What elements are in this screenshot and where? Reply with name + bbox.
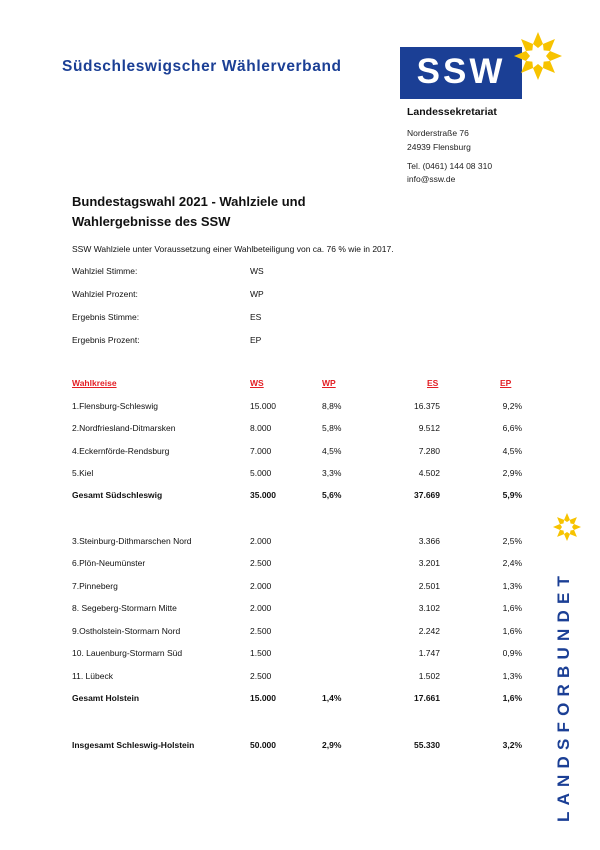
table-row <box>0 603 600 617</box>
cell-district: 7.Pinneberg <box>72 581 118 591</box>
cell-ep: 1,6% <box>502 693 522 703</box>
table-row <box>0 468 600 482</box>
table-row <box>0 423 600 437</box>
column-header-ep: EP <box>500 378 512 388</box>
legend-abbr: WS <box>250 266 264 276</box>
ssw-logo <box>400 47 522 99</box>
legend-label: Ergebnis Prozent: <box>72 335 140 345</box>
cell-es: 1.747 <box>418 648 440 658</box>
cell-es: 3.201 <box>418 558 440 568</box>
cell-ws: 7.000 <box>250 446 272 456</box>
table-grand-total-row <box>0 740 600 754</box>
cell-es: 7.280 <box>418 446 440 456</box>
cell-ws: 15.000 <box>250 401 276 411</box>
cell-es: 3.102 <box>418 603 440 613</box>
cell-ws: 8.000 <box>250 423 272 433</box>
cell-ep: 1,3% <box>502 581 522 591</box>
cell-ep: 9,2% <box>502 401 522 411</box>
cell-ep: 4,5% <box>502 446 522 456</box>
cell-ws: 2.500 <box>250 671 272 681</box>
cell-district: Gesamt Südschleswig <box>72 490 163 500</box>
phone-number: Tel. (0461) 144 08 310 <box>407 161 493 171</box>
cell-district: 9.Ostholstein-Stormarn Nord <box>72 626 181 636</box>
cell-es: 3.366 <box>418 536 440 546</box>
legend-label: Ergebnis Stimme: <box>72 312 140 322</box>
cell-ep: 1,3% <box>502 671 522 681</box>
table-row <box>0 536 600 550</box>
sun-logo-icon <box>512 30 564 82</box>
cell-ws: 50.000 <box>250 740 276 750</box>
cell-es: 55.330 <box>414 740 440 750</box>
cell-district: 3.Steinburg-Dithmarschen Nord <box>72 536 192 546</box>
cell-ws: 2.500 <box>250 626 272 636</box>
email-address: info@ssw.de <box>407 174 456 184</box>
cell-ep: 6,6% <box>502 423 522 433</box>
cell-district: 11. Lübeck <box>72 671 113 681</box>
cell-ws: 5.000 <box>250 468 272 478</box>
cell-district: 6.Plön-Neumünster <box>72 558 146 568</box>
document-title-line2: Wahlergebnisse des SSW <box>72 214 231 229</box>
table-total-row <box>0 693 600 707</box>
cell-wp: 2,9% <box>322 740 342 750</box>
cell-ep: 3,2% <box>502 740 522 750</box>
cell-district: 1.Flensburg-Schleswig <box>72 401 158 411</box>
cell-wp: 1,4% <box>322 693 342 703</box>
column-header-ws: WS <box>250 378 264 388</box>
cell-es: 1.502 <box>418 671 440 681</box>
table-row <box>0 558 600 572</box>
cell-wp: 5,6% <box>322 490 342 500</box>
table-row <box>0 581 600 595</box>
cell-es: 2.501 <box>418 581 440 591</box>
cell-ws: 2.000 <box>250 536 272 546</box>
cell-ep: 1,6% <box>502 603 522 613</box>
cell-es: 9.512 <box>418 423 440 433</box>
sun-small-icon <box>552 512 582 542</box>
column-header-wahlkreise: Wahlkreise <box>72 378 117 388</box>
cell-es: 17.661 <box>414 693 440 703</box>
cell-ep: 2,9% <box>502 468 522 478</box>
cell-ep: 0,9% <box>502 648 522 658</box>
legend-label: Wahlziel Stimme: <box>72 266 138 276</box>
address-street: Norderstraße 76 <box>407 128 469 138</box>
column-header-wp: WP <box>322 378 336 388</box>
logo-text: SSW <box>416 52 506 91</box>
cell-ep: 2,5% <box>502 536 522 546</box>
cell-district: 10. Lauenburg-Stormarn Süd <box>72 648 183 658</box>
column-header-es: ES <box>427 378 439 388</box>
document-title-line1: Bundestagswahl 2021 - Wahlziele und <box>72 194 306 209</box>
cell-wp: 8,8% <box>322 401 342 411</box>
office-name: Landessekretariat <box>407 106 497 118</box>
table-row <box>0 626 600 640</box>
landsforbundet-vertical-text: LANDSFORBUNDET <box>554 569 573 822</box>
legend-abbr: ES <box>250 312 262 322</box>
cell-ws: 35.000 <box>250 490 276 500</box>
table-row <box>0 648 600 662</box>
cell-wp: 4,5% <box>322 446 342 456</box>
cell-ws: 2.000 <box>250 581 272 591</box>
cell-ws: 2.000 <box>250 603 272 613</box>
cell-ep: 2,4% <box>502 558 522 568</box>
cell-es: 2.242 <box>418 626 440 636</box>
cell-district: Gesamt Holstein <box>72 693 140 703</box>
cell-es: 4.502 <box>418 468 440 478</box>
intro-text: SSW Wahlziele unter Voraussetzung einer Wahlbeteiligung von ca. 76 % wie in 2017. <box>72 244 394 254</box>
legend-label: Wahlziel Prozent: <box>72 289 138 299</box>
organization-name: Südschleswigscher Wählerverband <box>62 58 342 75</box>
address-city: 24939 Flensburg <box>407 142 471 152</box>
cell-district: 2.Nordfriesland-Ditmarsken <box>72 423 176 433</box>
cell-es: 16.375 <box>414 401 440 411</box>
cell-wp: 3,3% <box>322 468 342 478</box>
cell-es: 37.669 <box>414 490 440 500</box>
cell-ws: 2.500 <box>250 558 272 568</box>
cell-wp: 5,8% <box>322 423 342 433</box>
cell-ep: 1,6% <box>502 626 522 636</box>
cell-district: 8. Segeberg-Stormarn Mitte <box>72 603 177 613</box>
cell-district: 4.Eckernförde-Rendsburg <box>72 446 170 456</box>
cell-district: Insgesamt Schleswig-Holstein <box>72 740 195 750</box>
table-total-row <box>0 490 600 504</box>
table-row <box>0 401 600 415</box>
cell-district: 5.Kiel <box>72 468 94 478</box>
legend-abbr: EP <box>250 335 262 345</box>
table-row <box>0 671 600 685</box>
legend-abbr: WP <box>250 289 264 299</box>
table-row <box>0 446 600 460</box>
cell-ws: 1.500 <box>250 648 272 658</box>
cell-ep: 5,9% <box>502 490 522 500</box>
cell-ws: 15.000 <box>250 693 276 703</box>
